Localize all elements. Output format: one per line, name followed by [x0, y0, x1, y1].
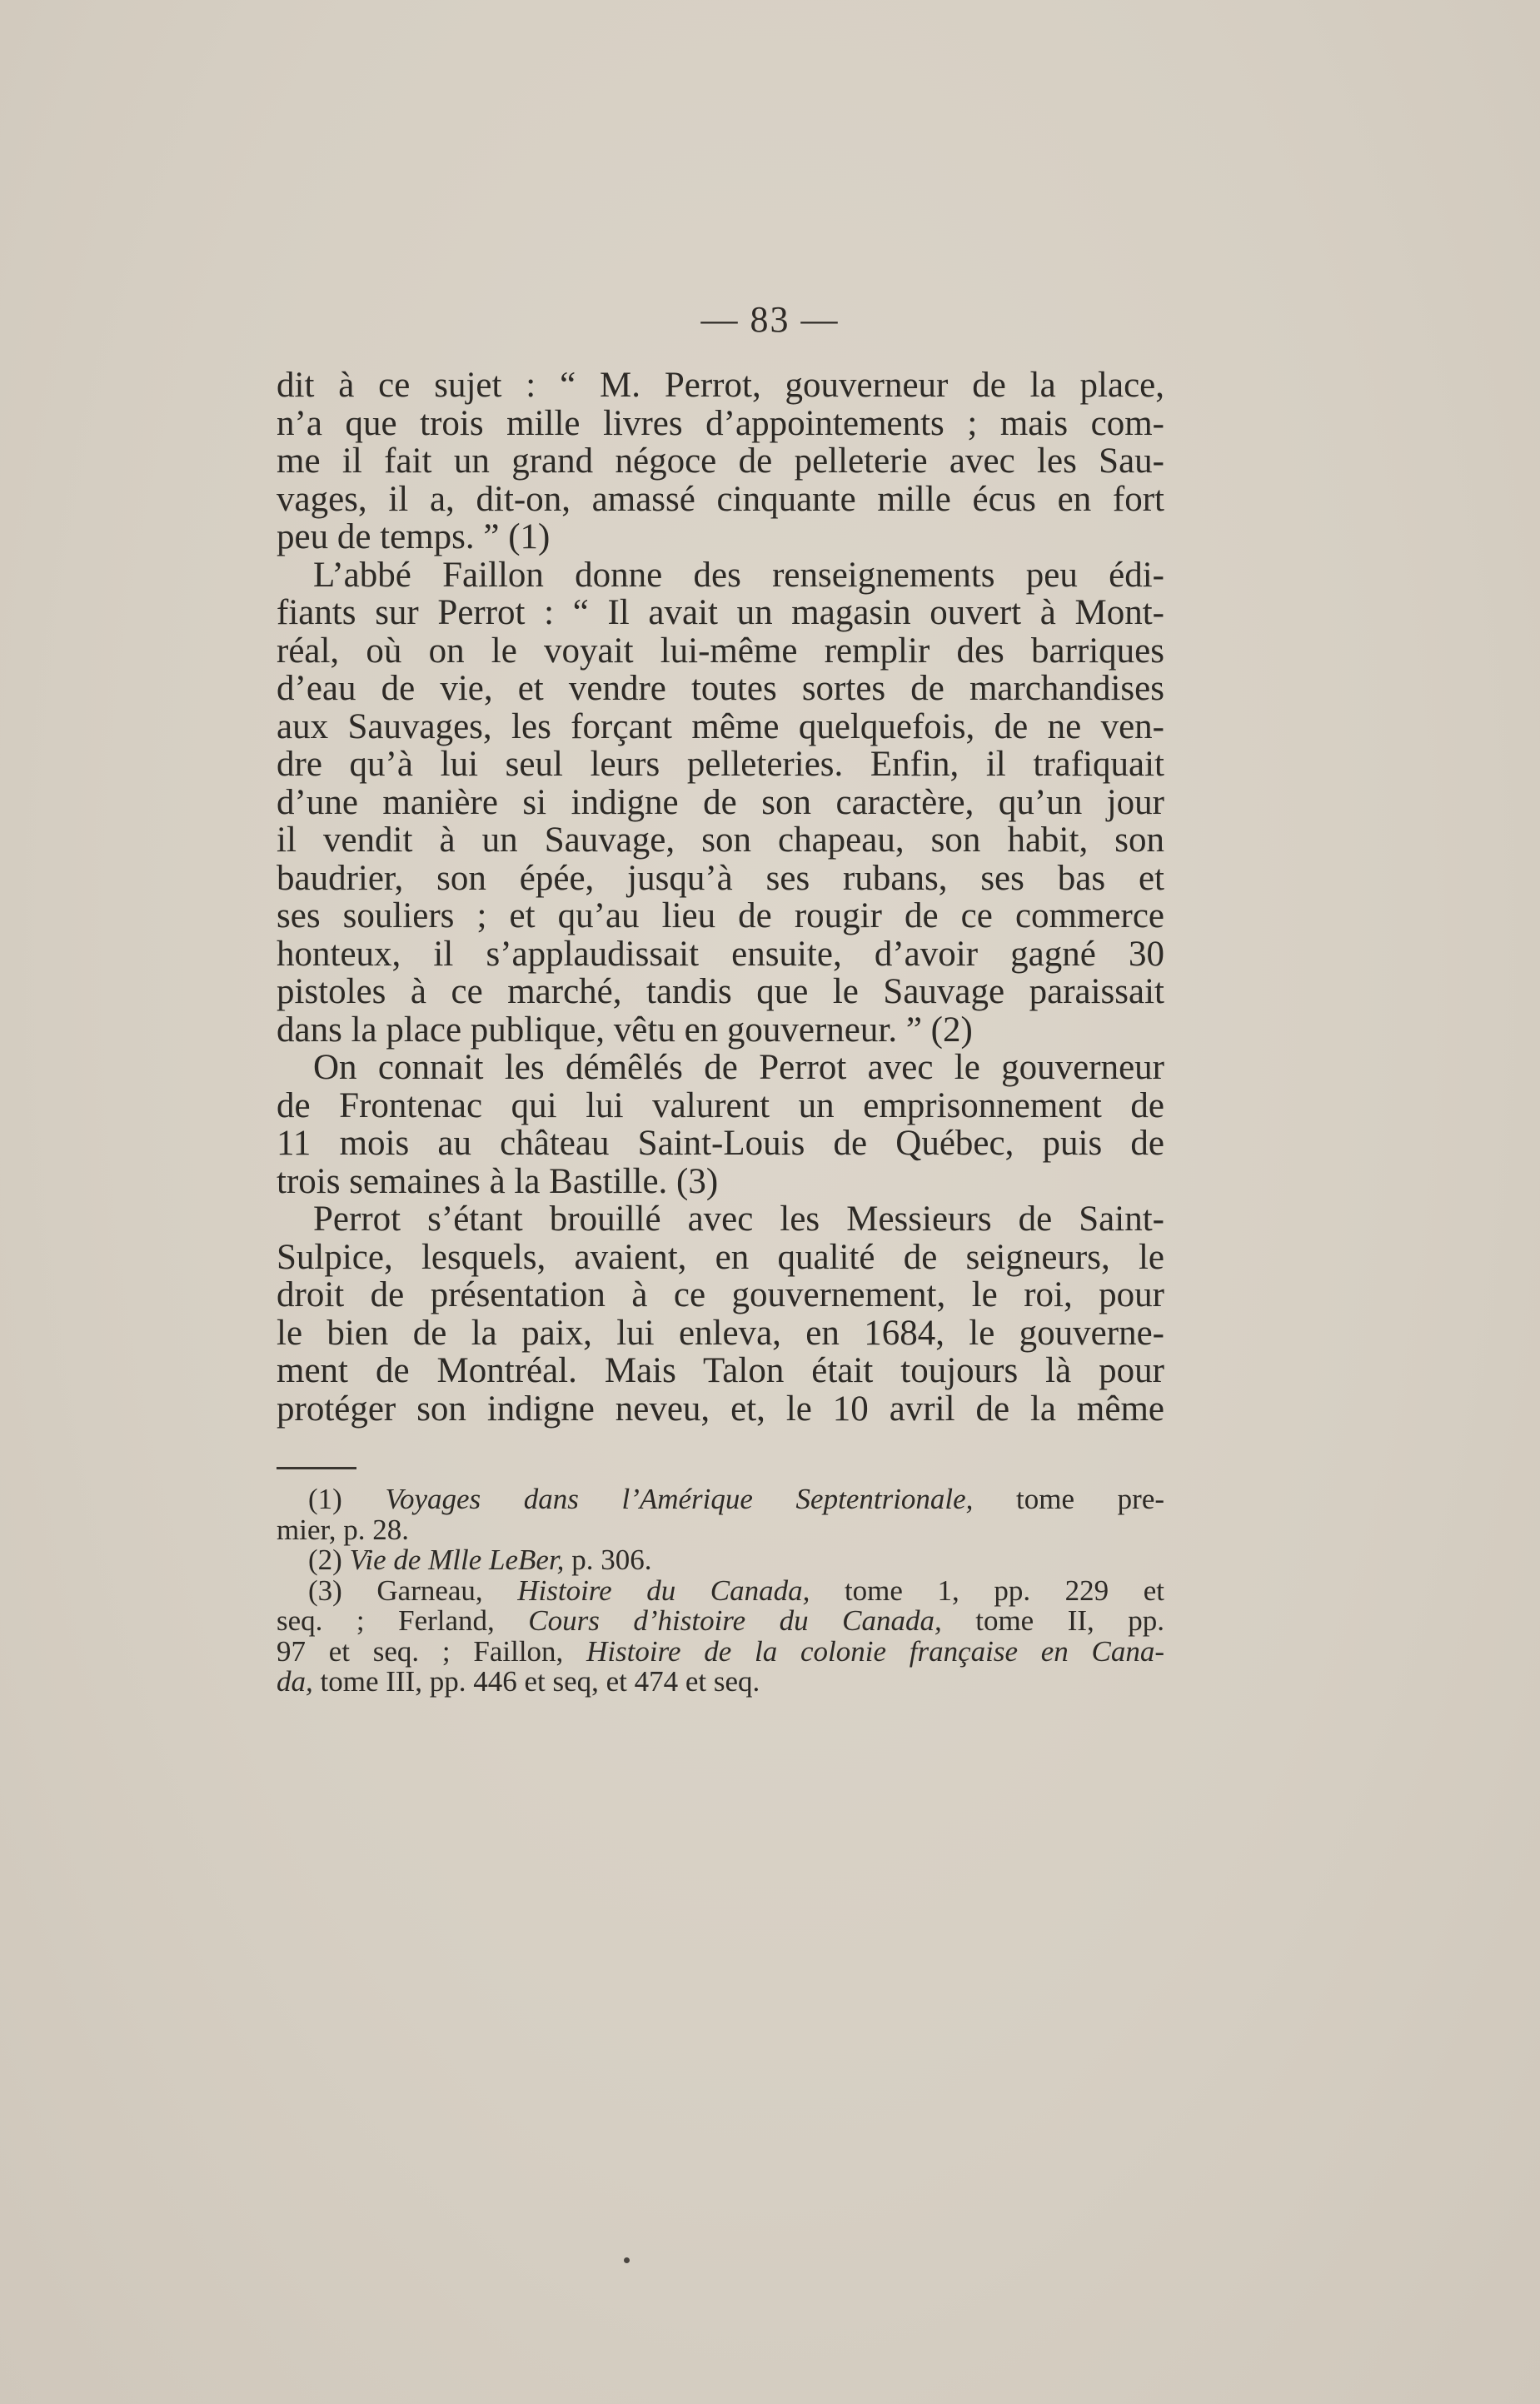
footnote-3: (3) Garneau, Histoire du Canada, tome 1, pp. 229 et — [308, 1574, 1164, 1607]
footnote-1-title: Voyages dans l’Amérique Septentrionale, — [385, 1483, 974, 1515]
footnotes — [277, 1484, 1164, 1698]
text-line: ses souliers ; et qu’au lieu de rougir de ce commerce — [277, 896, 1164, 935]
text-line: dans la place publique, vêtu en gouverneur. ” (2) — [277, 1010, 973, 1050]
footnote-3-cont-1: seq. ; Ferland, Cours d’histoire du Canada, tome II, pp. — [277, 1604, 1164, 1637]
text-line: le bien de la paix, lui enleva, en 1684, le gouverne- — [277, 1313, 1164, 1353]
text-line: ment de Montréal. Mais Talon était toujours là pour — [277, 1351, 1164, 1390]
text-line: d’eau de vie, et vendre toutes sortes de marchandises — [277, 669, 1164, 708]
footnote-2: (2) Vie de Mlle LeBer, p. 306. — [308, 1544, 652, 1576]
text-line: aux Sauvages, les forçant même quelquefois, de ne ven- — [277, 706, 1164, 746]
text-line: dre qu’à lui seul leurs pelleteries. Enfin, il trafiquait — [277, 745, 1164, 784]
text-line: droit de présentation à ce gouvernement, le roi, pour — [277, 1275, 1164, 1314]
text-line: honteux, il s’applaudissait ensuite, d’avoir gagné 30 — [277, 934, 1164, 974]
footnote-1-cont: mier, p. 28. — [277, 1513, 409, 1546]
text-line: L’abbé Faillon donne des renseignements peu édi- — [313, 555, 1164, 595]
text-line: trois semaines à la Bastille. (3) — [277, 1161, 719, 1201]
page-speck — [624, 2257, 630, 2263]
text-line: protéger son indigne neveu, et, le 10 avril de la même — [277, 1389, 1164, 1429]
text-line: me il fait un grand négoce de pelleterie avec les Sau- — [277, 441, 1164, 481]
text-line: Sulpice, lesquels, avaient, en qualité de seigneurs, le — [277, 1237, 1164, 1277]
text-line: peu de temps. ” (1) — [277, 517, 551, 556]
text-line: On connait les démêlés de Perrot avec le gouverneur — [313, 1048, 1164, 1087]
text-line: baudrier, son épée, jusqu’à ses rubans, ses bas et — [277, 858, 1164, 898]
text-line: Perrot s’étant brouillé avec les Messieurs de Saint- — [313, 1200, 1164, 1239]
text-line: dit à ce sujet : “ M. Perrot, gouverneur de la place, — [277, 366, 1164, 405]
footnote-3-cont-3: da, tome III, pp. 446 et seq, et 474 et seq. — [277, 1665, 760, 1698]
text-line: pistoles à ce marché, tandis que le Sauvage paraissait — [277, 972, 1164, 1011]
page-number: — 83 — — [700, 299, 840, 340]
text-line: réal, où on le voyait lui-même remplir des barriques — [277, 631, 1164, 671]
footnote-2-title: Vie de Mlle LeBer, — [349, 1544, 565, 1576]
text-line: vages, il a, dit-on, amassé cinquante mille écus en fort — [277, 479, 1164, 519]
text-line: il vendit à un Sauvage, son chapeau, son habit, son — [277, 820, 1164, 860]
text-line: d’une manière si indigne de son caractère, qu’un jour — [277, 782, 1164, 822]
footnote-3-cont-2: 97 et seq. ; Faillon, Histoire de la colonie française en Cana- — [277, 1634, 1165, 1668]
footnote-separator — [277, 1467, 356, 1469]
text-line: n’a que trois mille livres d’appointements ; mais com- — [277, 403, 1164, 443]
footnote-3-title: Histoire du Canada, — [517, 1574, 810, 1607]
text-line: de Frontenac qui lui valurent un emprisonnement de — [277, 1085, 1164, 1125]
main-text — [277, 367, 1164, 1428]
footnote-1: (1) Voyages dans l’Amérique Septentrionale, tome pre- — [308, 1483, 1165, 1515]
text-line: 11 mois au château Saint-Louis de Québec, puis de — [277, 1124, 1164, 1163]
text-line: fiants sur Perrot : “ Il avait un magasin ouvert à Mont- — [277, 593, 1164, 632]
